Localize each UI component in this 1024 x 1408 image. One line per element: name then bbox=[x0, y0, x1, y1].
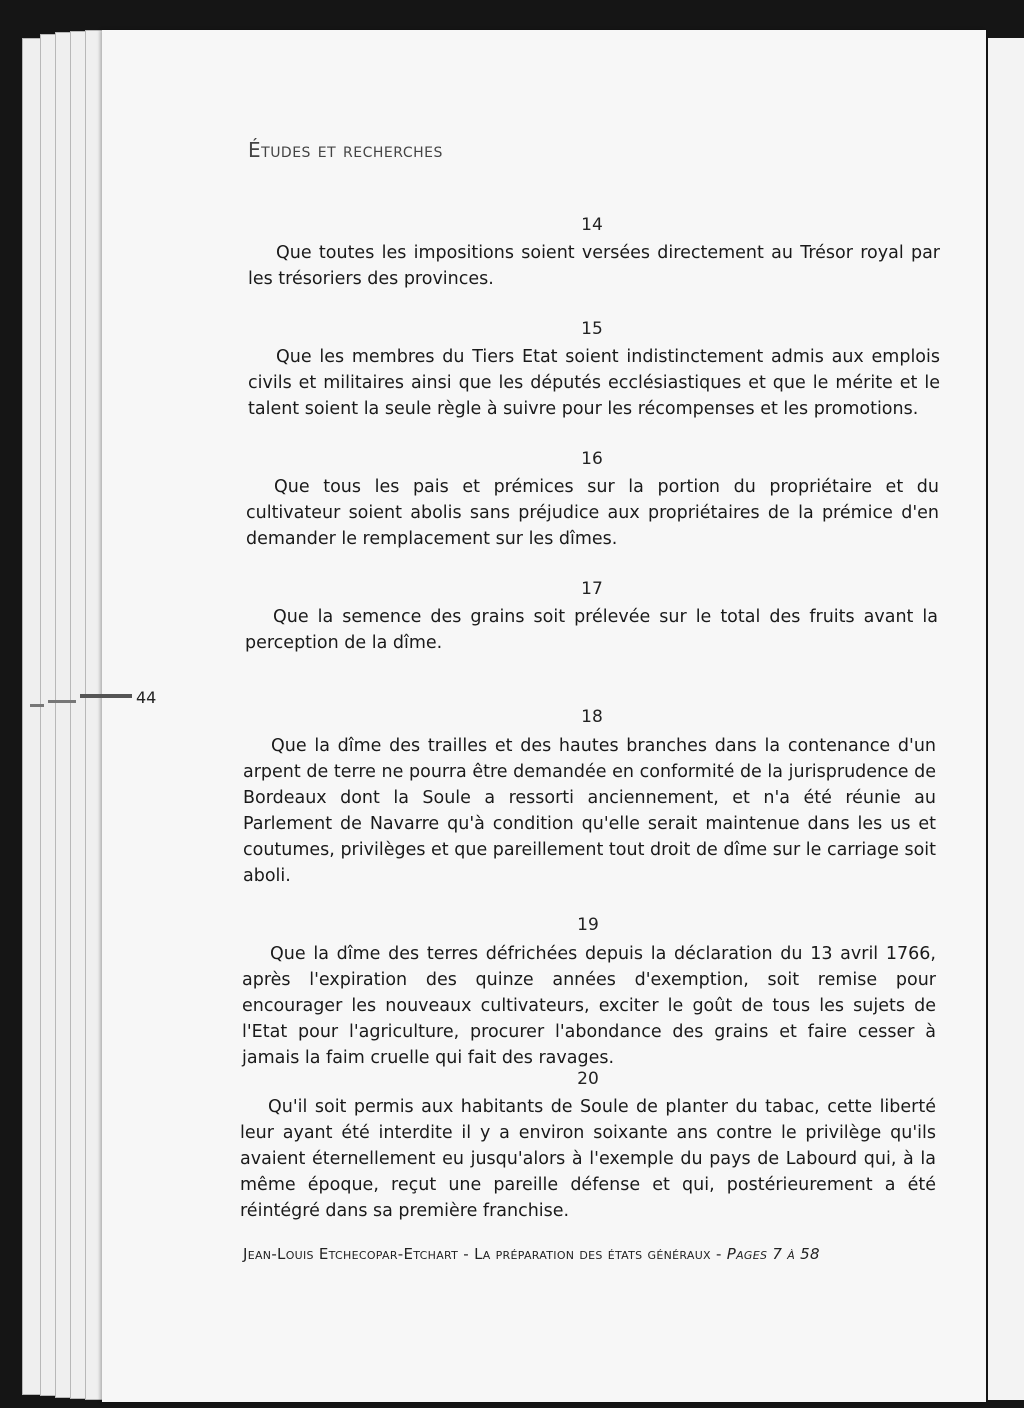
article-number: 18 bbox=[581, 707, 603, 727]
footer-author: Jean-Louis Etchecopar-Etchart bbox=[243, 1245, 459, 1263]
article-number: 15 bbox=[581, 319, 603, 339]
article-number: 17 bbox=[581, 579, 603, 599]
article-text: Que la dîme des terres défrichées depuis la déclaration du 13 avril 1766, après l'expiration des quinze années d'exemption, soit remise pour encourager les nouveaux cultivateurs, exciter le goût de tous les sujets de l'Etat pour l'agriculture, procurer l'abondance des grains et faire cesser à jamais la faim cruelle qui fait des ravages. bbox=[242, 944, 936, 1068]
thumb-index-mark bbox=[80, 694, 132, 698]
thumb-index-mark bbox=[30, 704, 44, 707]
footer-title: La préparation des états généraux bbox=[474, 1245, 711, 1263]
article-number: 20 bbox=[577, 1069, 599, 1089]
footer-pages: Pages 7 à 58 bbox=[726, 1245, 820, 1263]
article-text: Que tous les pais et prémices sur la portion du propriétaire et du cultivateur soient abolis sans préjudice aux propriétaires de la prémice d'en demander le remplacement sur les dîmes. bbox=[246, 477, 939, 549]
article-text: Qu'il soit permis aux habitants de Soule de planter du tabac, cette liberté leur ayant été interdite il y a environ soixante ans contre le privilège qu'ils avaient éternellement eu jusqu'alors à l'exemple du pays de Labourd qui, à la même époque, reçut une pareille défense et qui, postérieurement a été réintégré dans sa première franchise. bbox=[240, 1097, 936, 1221]
thumb-index-mark bbox=[48, 700, 76, 703]
article-text: Que la dîme des trailles et des hautes branches dans la contenance d'un arpent de terre ne pourra être demandée en conformité de la jurisprudence de Bordeaux dont la Soule a ressorti anciennement, et n'a été réunie au Parlement de Navarre qu'à condition qu'elle serait maintenue dans les us et coutumes, privilèges et que pareillement tout droit de dîme sur le carriage soit aboli. bbox=[243, 736, 936, 886]
article-number: 14 bbox=[581, 215, 603, 235]
footer-separator: - bbox=[715, 1245, 722, 1263]
book-page bbox=[102, 30, 986, 1402]
page-number: 44 bbox=[136, 688, 157, 707]
running-header: Études et recherches bbox=[248, 138, 443, 162]
article-number: 19 bbox=[577, 915, 599, 935]
running-footer bbox=[243, 1245, 820, 1263]
facing-page-edge bbox=[988, 38, 1024, 1400]
article-number: 16 bbox=[581, 449, 603, 469]
article-text: Que les membres du Tiers Etat soient indistinctement admis aux emplois civils et militaires ainsi que les députés ecclésiastiques et que le mérite et le talent soient la seule règle à suivre pour les récompenses et les promotions. bbox=[248, 347, 940, 419]
article-text: Que la semence des grains soit prélevée sur le total des fruits avant la perception de la dîme. bbox=[245, 607, 938, 653]
article-text: Que toutes les impositions soient versées directement au Trésor royal par les trésoriers des provinces. bbox=[248, 243, 940, 289]
footer-separator: - bbox=[463, 1245, 469, 1263]
